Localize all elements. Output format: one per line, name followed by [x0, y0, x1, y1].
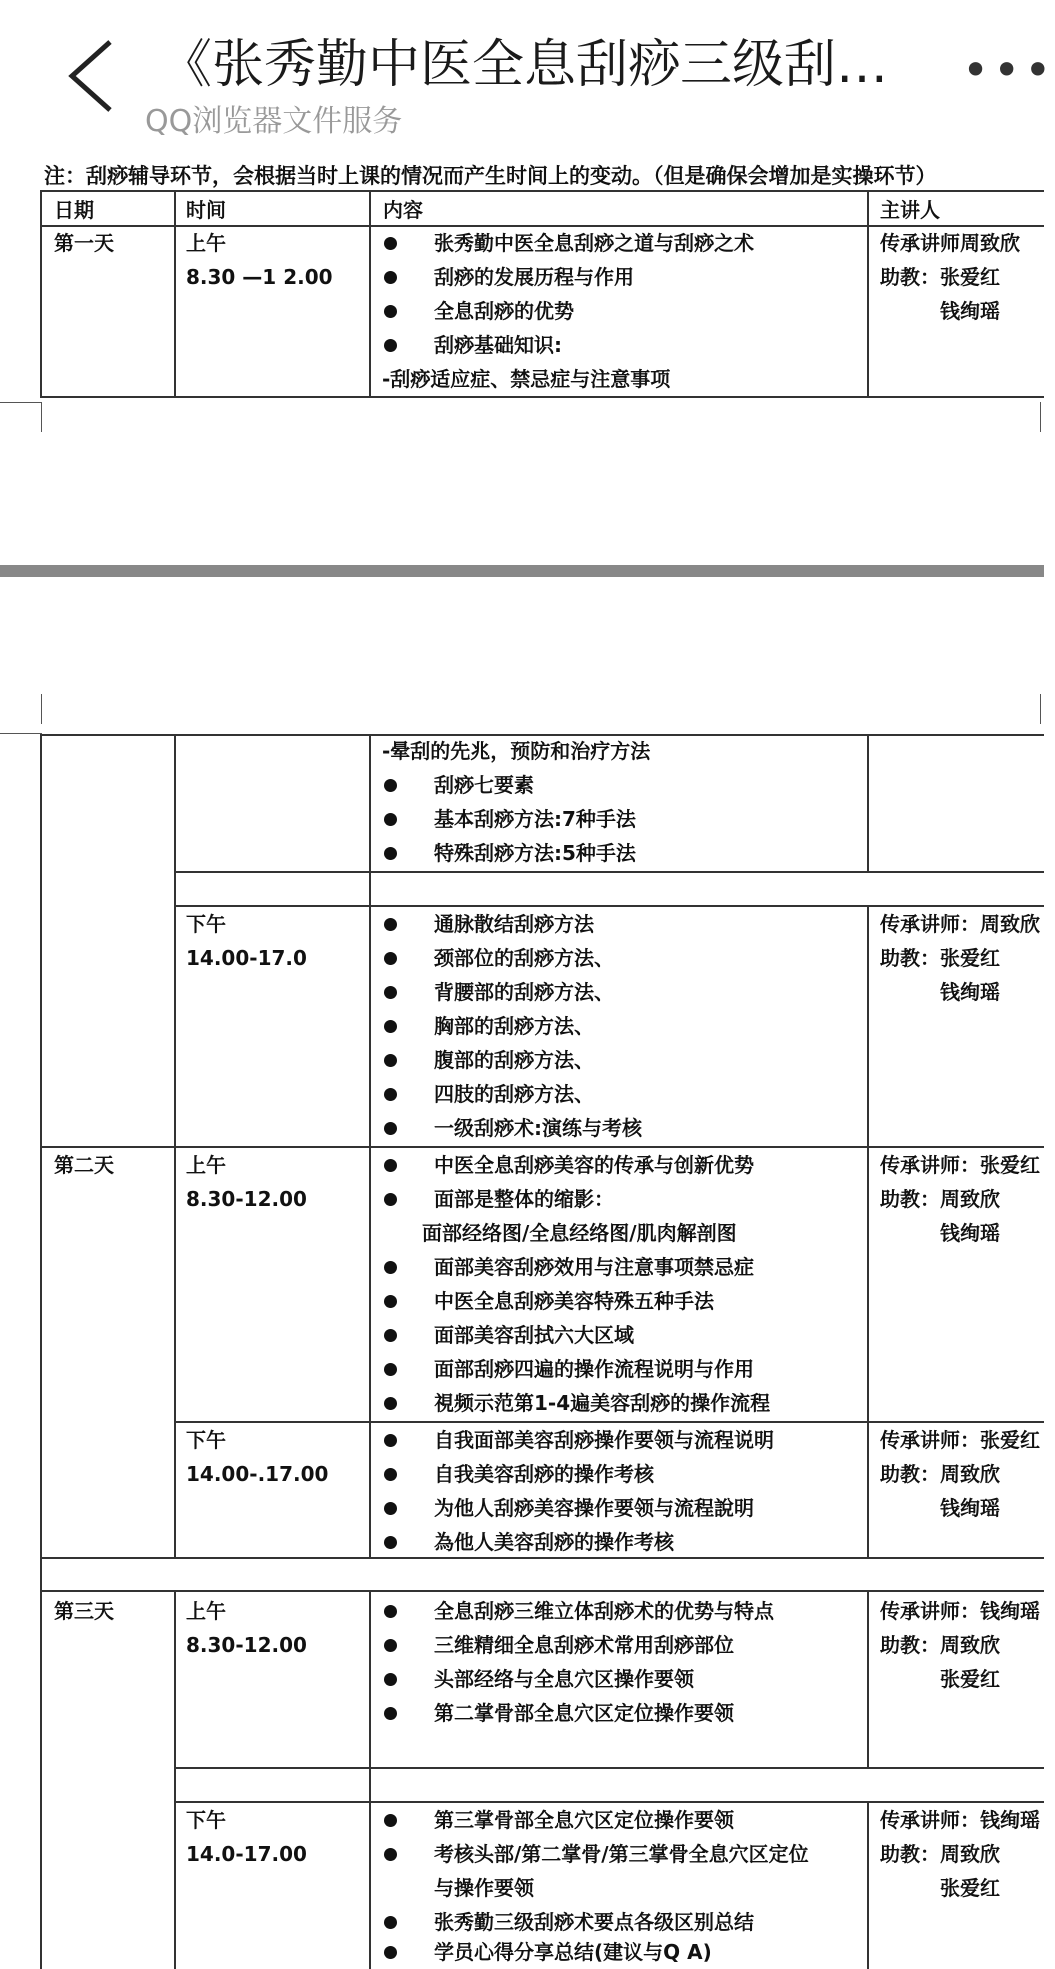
time-range: 8.30 —1 2.00 [186, 265, 333, 289]
period-label: 下午 [186, 1428, 226, 1452]
more-options-icon[interactable]: ••• [962, 43, 1055, 97]
time-range: 14.0-17.00 [186, 1842, 307, 1866]
assistant-name: 助教：周致欣 [880, 1187, 1000, 1211]
document-page-1: 注：刮痧辅导环节，会根据当时上课的情况而产生时间上的变动。（但是确保会增加是实操环节） 日期 时间 内容 主讲人 第一天 上午 8.30 —1 2.00 张秀勤中医全息刮痧之道与刮痧之术 刮痧的发展历程与作用 全息刮痧的优势 刮痧基础知识: -刮痧适应症、禁忌症与注意事项 传承讲师周致欣 助教：张爱红 钱绚瑶 [0, 150, 1044, 565]
column-header-lecturer: 主讲人 [880, 198, 940, 222]
lecturer-name: 传承讲师周致欣 [880, 231, 1020, 255]
page-separator [0, 565, 1044, 577]
assistant-name: 助教：周致欣 [880, 1462, 1000, 1486]
day-label: 第一天 [54, 231, 114, 255]
assistant-name: 助教：张爱红 [880, 265, 1000, 289]
time-range: 14.00-17.0 [186, 946, 307, 970]
time-range: 8.30-12.00 [186, 1633, 307, 1657]
document-source: QQ浏览器文件服务 [145, 104, 403, 139]
period-label: 下午 [186, 1808, 226, 1832]
day-label: 第三天 [54, 1599, 114, 1623]
assistant-name: 助教：周致欣 [880, 1842, 1000, 1866]
lecturer-name: 传承讲师：张爱红 [880, 1153, 1040, 1177]
sub-item: -晕刮的先兆，预防和治疗方法 [382, 739, 651, 763]
time-range: 8.30-12.00 [186, 1187, 307, 1211]
sub-item: -刮痧适应症、禁忌症与注意事项 [382, 367, 671, 391]
period-label: 上午 [186, 1599, 226, 1623]
lecturer-name: 传承讲师：钱绚瑶 [880, 1808, 1040, 1832]
column-header-date: 日期 [54, 198, 94, 222]
schedule-note: 注：刮痧辅导环节，会根据当时上课的情况而产生时间上的变动。（但是确保会增加是实操环节） [44, 164, 937, 188]
app-header [0, 0, 1055, 148]
period-label: 上午 [186, 231, 226, 255]
document-title: 《张秀勤中医全息刮痧三级刮… [160, 35, 889, 95]
assistant-name: 张爱红 [940, 1667, 1000, 1691]
period-label: 下午 [186, 912, 226, 936]
time-range: 14.00-.17.00 [186, 1462, 329, 1486]
day-label: 第二天 [54, 1153, 114, 1177]
assistant-name: 钱绚瑶 [940, 980, 1000, 1004]
assistant-name: 钱绚瑶 [940, 1496, 1000, 1520]
column-header-time: 时间 [186, 198, 226, 222]
period-label: 上午 [186, 1153, 226, 1177]
assistant-name: 钱绚瑶 [940, 1221, 1000, 1245]
assistant-name: 助教：张爱红 [880, 946, 1000, 970]
column-header-content: 内容 [383, 198, 423, 222]
document-page-2: -晕刮的先兆，预防和治疗方法 刮痧七要素 基本刮痧方法:7种手法 特殊刮痧方法:5种手法 下午 14.00-17.0 通脉散结刮痧方法 颈部位的刮痧方法、 背腰部的刮痧方法、 胸部的刮痧方法、 腹部的刮痧方法、 四肢的刮痧方法、 一级刮痧术:演练与考核 传承讲师：周致欣 助教：张爱红 钱绚瑶 第二天 上午 8.30-12.00 中医全息刮痧美容的传承与创新优势 面部是整体的缩影： 面部经络图/全息经络图/肌肉解剖图 面部美容刮痧效用与注意事项禁忌症 中医全息刮痧美容特殊五种手法 面部美容刮拭六大区域 面部刮痧四遍的操作流程说明与作用 視频示范第1-4遍美容刮痧的操作流程 传承讲师：张爱红 助教：周致欣 钱绚瑶 下午 14.00-.17.00 自我面部美容刮痧操作要领与流程说明 自我美容刮痧的操作考核 为他人刮痧美容操作要领与流程說明 為他人美容刮痧的操作考核 传承讲师：张爱红 助教：周致欣 钱绚瑶 第三天 上午 8.30-12.00 全息刮痧三维立体刮痧术的优势与特点 三维精细全息刮痧术常用刮痧部位 头部经络与全息穴区操作要领 第二掌骨部全息穴区定位操作要领 传承讲师：钱绚瑶 助教：周致欣 张爱红 下午 14.0-17.00 第三掌骨部全息穴区定位操作要领 考核头部/第二掌骨/第三掌骨全息穴区定位 与操作要领 张秀勤三级刮痧术要点各级区别总结 学员心得分享总结(建议与Q A) 传承讲师：钱绚瑶 助教：周致欣 张爱红 [0, 577, 1044, 1969]
lecturer-name: 传承讲师：钱绚瑶 [880, 1599, 1040, 1623]
sub-item: 与操作要领 [434, 1876, 534, 1900]
back-arrow-icon[interactable] [60, 36, 120, 116]
lecturer-name: 传承讲师：张爱红 [880, 1428, 1040, 1452]
assistant-name: 助教：周致欣 [880, 1633, 1000, 1657]
assistant-name: 张爱红 [940, 1876, 1000, 1900]
sub-item: 面部经络图/全息经络图/肌肉解剖图 [422, 1221, 737, 1245]
lecturer-name: 传承讲师：周致欣 [880, 912, 1040, 936]
assistant-name: 钱绚瑶 [940, 299, 1000, 323]
